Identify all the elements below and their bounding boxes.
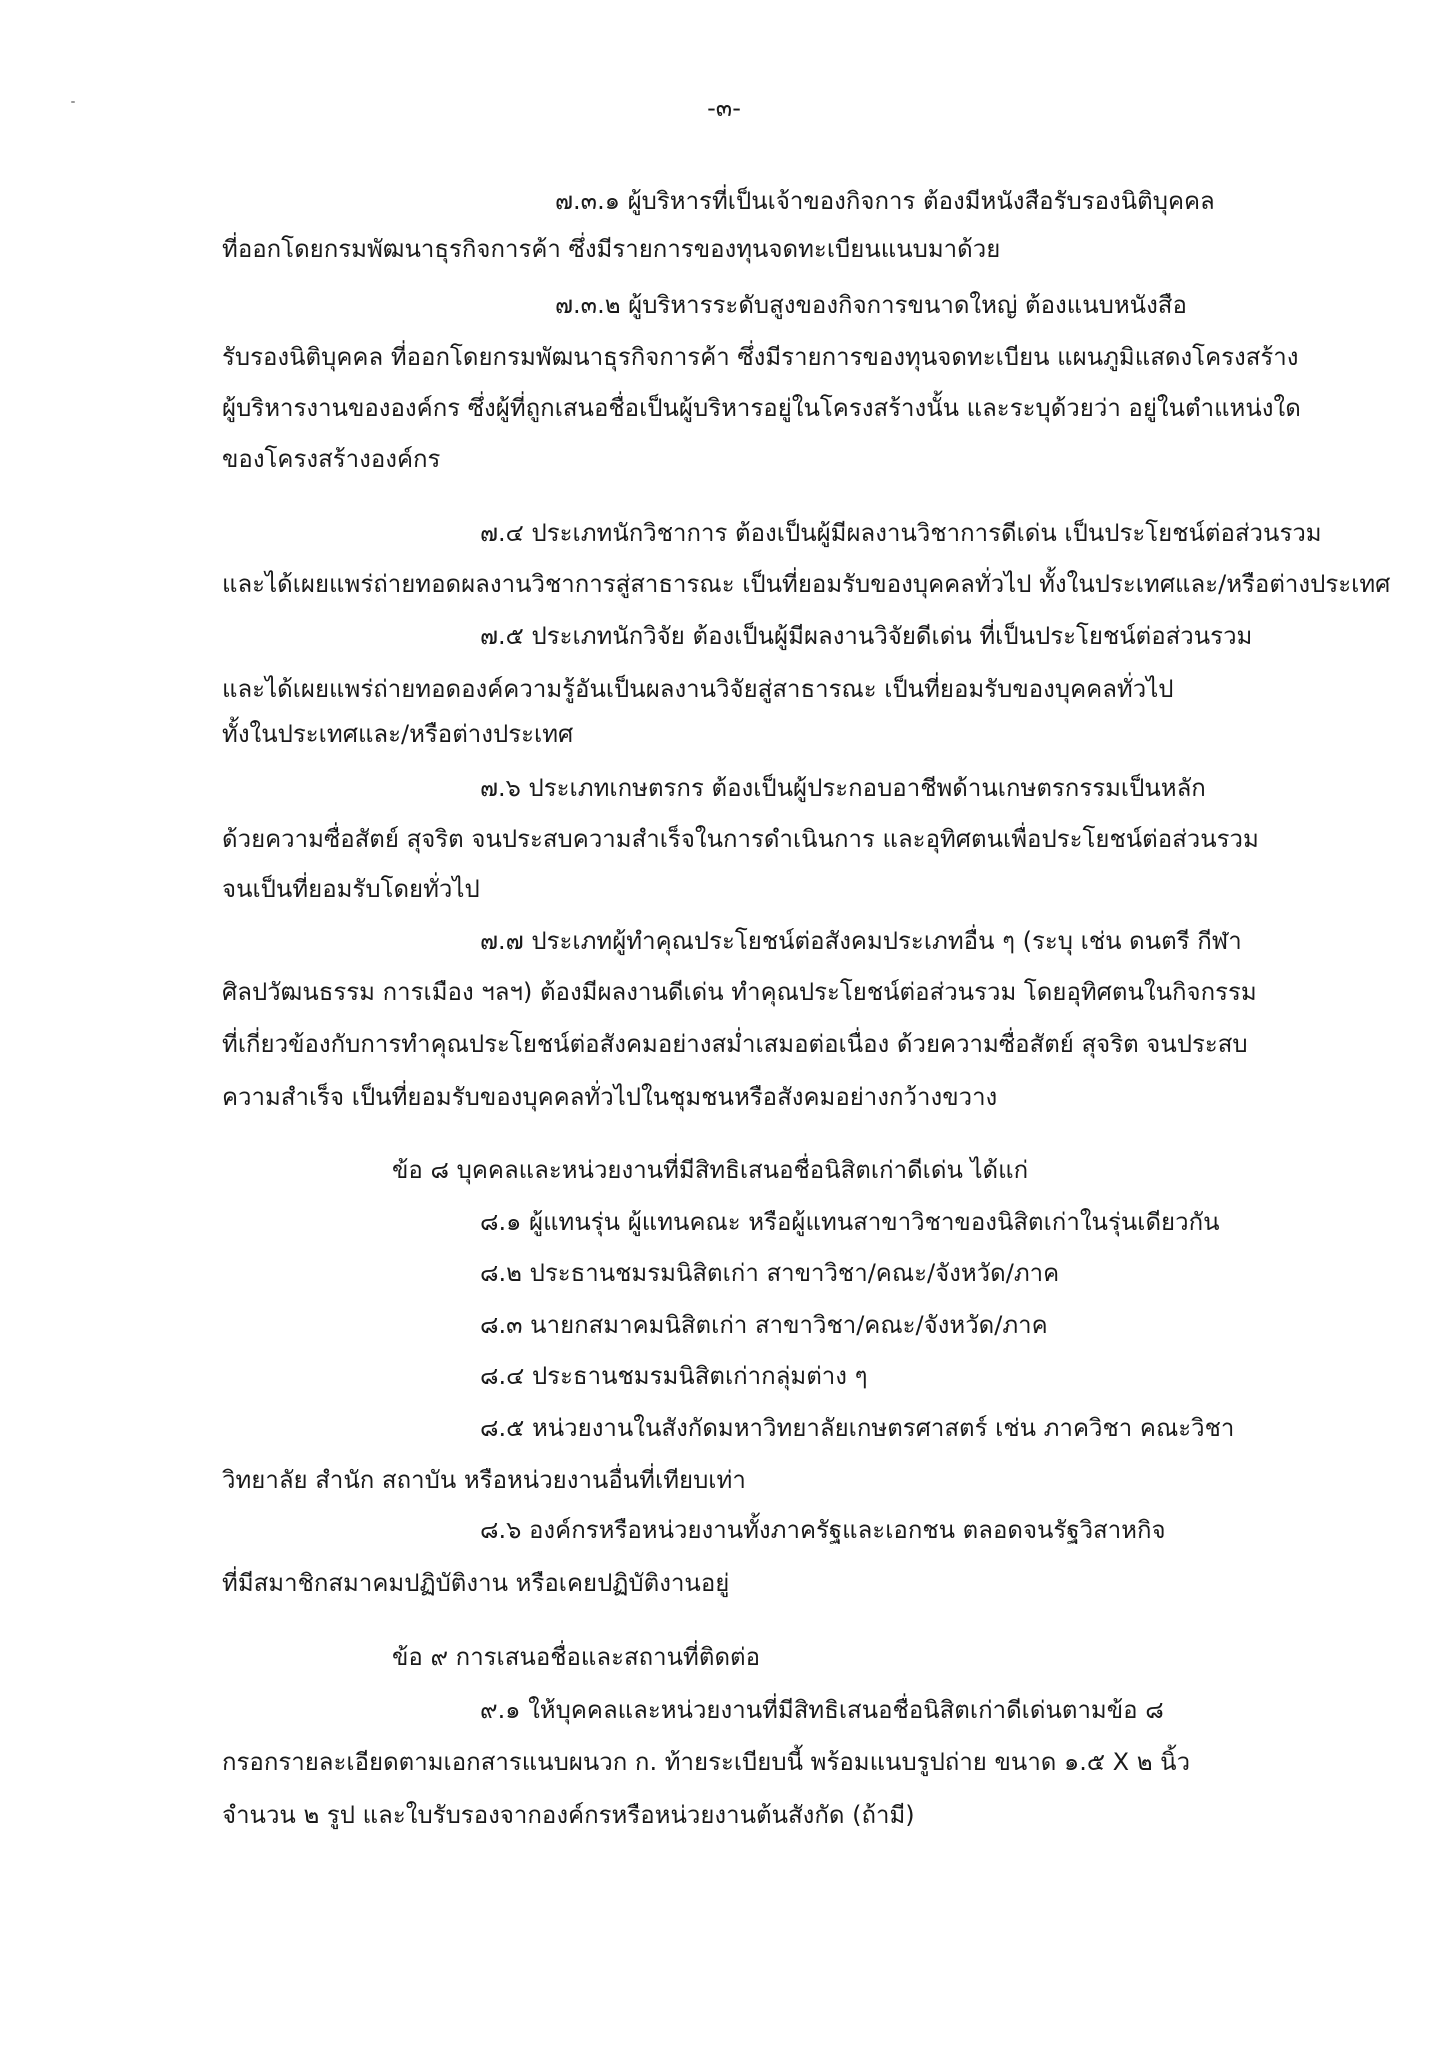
clause-7-7-line-3: ที่เกี่ยวข้องกับการทำคุณประโยชน์ต่อสังคมอย่างสม่ำเสมอต่อเนื่อง ด้วยความซื่อสัตย์ สุจริต จนประสบ <box>222 1030 1248 1058</box>
article-8-heading: ข้อ ๘ บุคคลและหน่วยงานที่มีสิทธิเสนอชื่อนิสิตเก่าดีเด่น ได้แก่ <box>392 1156 1029 1184</box>
clause-8-1: ๘.๑ ผู้แทนรุ่น ผู้แทนคณะ หรือผู้แทนสาขาวิชาของนิสิตเก่าในรุ่นเดียวกัน <box>480 1208 1220 1236</box>
clause-7-3-2-line-2: รับรองนิติบุคคล ที่ออกโดยกรมพัฒนาธุรกิจการค้า ซึ่งมีรายการของทุนจดทะเบียน แผนภูมิแสดงโครงสร้าง <box>222 343 1299 371</box>
clause-7-7-line-4: ความสำเร็จ เป็นที่ยอมรับของบุคคลทั่วไปในชุมชนหรือสังคมอย่างกว้างขวาง <box>222 1083 998 1111</box>
clause-8-3: ๘.๓ นายกสมาคมนิสิตเก่า สาขาวิชา/คณะ/จังหวัด/ภาค <box>480 1311 1048 1339</box>
clause-8-5-line-2: วิทยาลัย สำนัก สถาบัน หรือหน่วยงานอื่นที่เทียบเท่า <box>222 1466 746 1494</box>
clause-8-5-line-1: ๘.๕ หน่วยงานในสังกัดมหาวิทยาลัยเกษตรศาสตร์ เช่น ภาควิชา คณะวิชา <box>480 1414 1235 1442</box>
clause-8-6-line-1: ๘.๖ องค์กรหรือหน่วยงานทั้งภาครัฐและเอกชน ตลอดจนรัฐวิสาหกิจ <box>480 1516 1166 1544</box>
clause-8-2: ๘.๒ ประธานชมรมนิสิตเก่า สาขาวิชา/คณะ/จังหวัด/ภาค <box>480 1259 1060 1287</box>
page-number: -๓- <box>707 94 741 122</box>
clause-9-1-line-3: จำนวน ๒ รูป และใบรับรองจากองค์กรหรือหน่วยงานต้นสังกัด (ถ้ามี) <box>222 1801 915 1829</box>
clause-7-5-line-1: ๗.๕ ประเภทนักวิจัย ต้องเป็นผู้มีผลงานวิจัยดีเด่น ที่เป็นประโยชน์ต่อส่วนรวม <box>480 622 1253 650</box>
clause-8-6-line-2: ที่มีสมาชิกสมาคมปฏิบัติงาน หรือเคยปฏิบัติงานอยู่ <box>222 1569 730 1597</box>
clause-7-4-line-2: และได้เผยแพร่ถ่ายทอดผลงานวิชาการสู่สาธารณะ เป็นที่ยอมรับของบุคคลทั่วไป ทั้งในประเทศและ/หรือต่างประเทศ <box>222 570 1391 598</box>
clause-7-3-2-line-4: ของโครงสร้างองค์กร <box>222 445 441 473</box>
clause-7-3-2-line-1: ๗.๓.๒ ผู้บริหารระดับสูงของกิจการขนาดใหญ่ ต้องแนบหนังสือ <box>555 291 1187 319</box>
clause-7-4-line-1: ๗.๔ ประเภทนักวิชาการ ต้องเป็นผู้มีผลงานวิชาการดีเด่น เป็นประโยชน์ต่อส่วนรวม <box>480 519 1322 547</box>
clause-7-5-line-2: และได้เผยแพร่ถ่ายทอดองค์ความรู้อันเป็นผลงานวิจัยสู่สาธารณะ เป็นที่ยอมรับของบุคคลทั่วไป <box>222 675 1174 703</box>
clause-7-5-line-3: ทั้งในประเทศและ/หรือต่างประเทศ <box>222 720 574 748</box>
clause-7-6-line-1: ๗.๖ ประเภทเกษตรกร ต้องเป็นผู้ประกอบอาชีพด้านเกษตรกรรมเป็นหลัก <box>480 774 1206 802</box>
clause-9-1-line-2: กรอกรายละเอียดตามเอกสารแนบผนวก ก. ท้ายระเบียบนี้ พร้อมแนบรูปถ่าย ขนาด ๑.๕ X ๒ นิ้ว <box>222 1748 1191 1776</box>
clause-7-7-line-1: ๗.๗ ประเภทผู้ทำคุณประโยชน์ต่อสังคมประเภทอื่น ๆ (ระบุ เช่น ดนตรี กีฬา <box>480 927 1242 955</box>
clause-7-6-line-2: ด้วยความซื่อสัตย์ สุจริต จนประสบความสำเร็จในการดำเนินการ และอุทิศตนเพื่อประโยชน์ต่อส่วนรวม <box>222 825 1259 853</box>
clause-7-6-line-3: จนเป็นที่ยอมรับโดยทั่วไป <box>222 875 480 903</box>
article-9-heading: ข้อ ๙ การเสนอชื่อและสถานที่ติดต่อ <box>392 1643 761 1671</box>
clause-9-1-line-1: ๙.๑ ให้บุคคลและหน่วยงานที่มีสิทธิเสนอชื่อนิสิตเก่าดีเด่นตามข้อ ๘ <box>480 1696 1164 1724</box>
clause-7-3-1-line-1: ๗.๓.๑ ผู้บริหารที่เป็นเจ้าของกิจการ ต้องมีหนังสือรับรองนิติบุคคล <box>555 187 1215 215</box>
clause-8-4: ๘.๔ ประธานชมรมนิสิตเก่ากลุ่มต่าง ๆ <box>480 1362 868 1390</box>
clause-7-3-2-line-3: ผู้บริหารงานขององค์กร ซึ่งผู้ที่ถูกเสนอชื่อเป็นผู้บริหารอยู่ในโครงสร้างนั้น และระบุด้วยว่า อยู่ในตำแหน่งใด <box>222 394 1301 422</box>
clause-7-3-1-line-2: ที่ออกโดยกรมพัฒนาธุรกิจการค้า ซึ่งมีรายการของทุนจดทะเบียนแนบมาด้วย <box>222 235 1001 263</box>
clause-7-7-line-2: ศิลปวัฒนธรรม การเมือง ฯลฯ) ต้องมีผลงานดีเด่น ทำคุณประโยชน์ต่อส่วนรวม โดยอุทิศตนในกิจกรรม <box>222 978 1257 1006</box>
